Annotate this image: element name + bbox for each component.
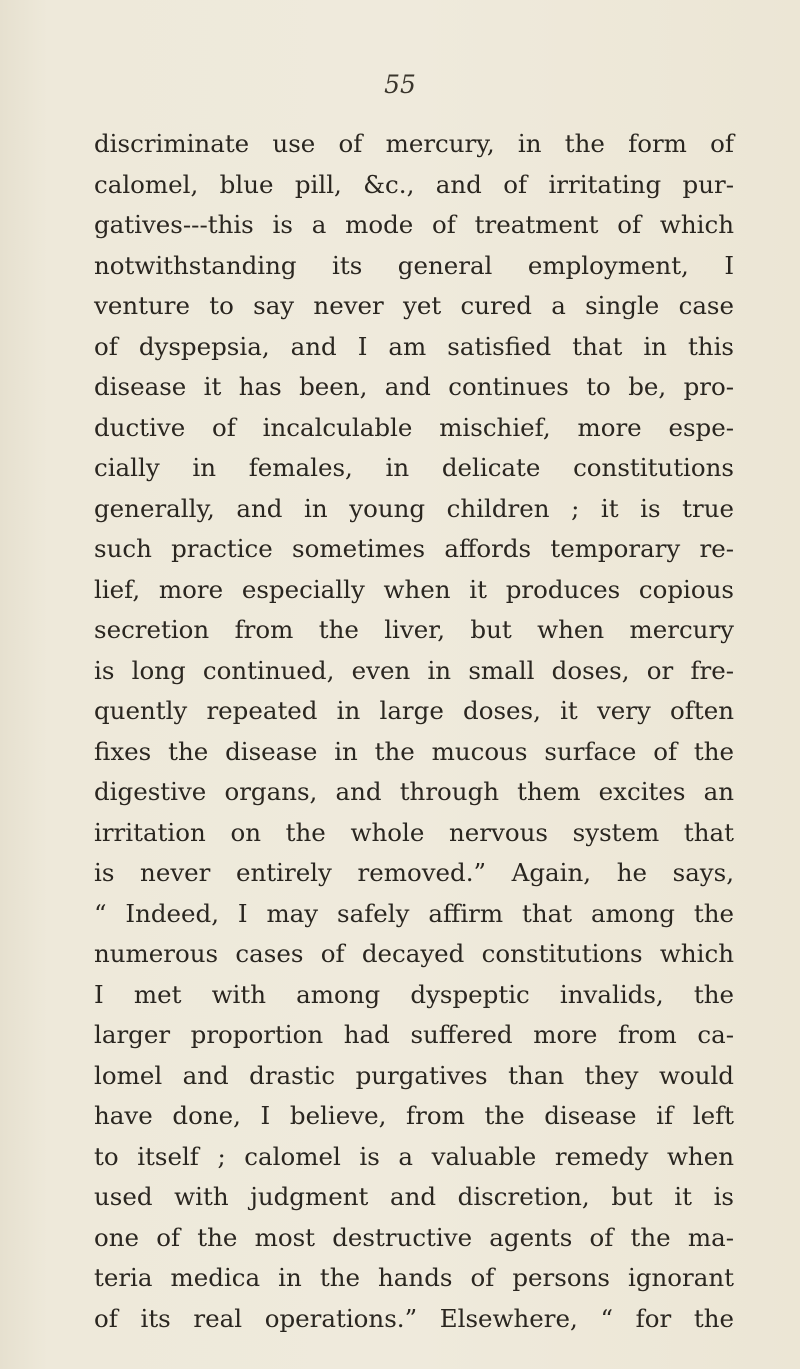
text-line: digestive organs, and through them excites an xyxy=(94,777,734,806)
text-line: fixes the disease in the mucous surface of the xyxy=(94,736,734,766)
text-line: lomel and drastic purgatives than they would xyxy=(94,1060,734,1090)
text-line: generally, and in young children ; it is true xyxy=(94,493,734,523)
text-line: venture to say never yet cured a single case xyxy=(94,291,734,320)
text-line: larger proportion had suffered more from ca- xyxy=(94,1020,734,1049)
text-line: teria medica in the hands of persons ignorant xyxy=(94,1263,734,1292)
text-line: I met with among dyspeptic invalids, the xyxy=(94,979,734,1009)
text-line: to itself ; calomel is a valuable remedy when xyxy=(94,1141,734,1171)
text-line: disease it has been, and continues to be, pro- xyxy=(94,372,734,401)
text-line: is never entirely removed.” Again, he says, xyxy=(94,858,734,887)
text-line: of dyspepsia, and I am satisfied that in this xyxy=(94,331,734,361)
text-line: one of the most destructive agents of the ma- xyxy=(94,1222,734,1252)
text-line: gatives---this is a mode of treatment of which xyxy=(94,210,734,239)
page-number: 55 xyxy=(384,70,416,99)
text-line: irritation on the whole nervous system that xyxy=(94,817,734,847)
text-line: cially in females, in delicate constitutions xyxy=(94,453,734,482)
text-line: numerous cases of decayed constitutions which xyxy=(94,939,734,968)
text-line: ductive of incalculable mischief, more espe- xyxy=(94,412,734,442)
text-line: quently repeated in large doses, it very often xyxy=(94,696,734,725)
text-line: used with judgment and discretion, but it is xyxy=(94,1182,734,1211)
text-line: notwithstanding its general employment, I xyxy=(94,250,734,280)
text-line: lief, more especially when it produces copious xyxy=(94,574,734,604)
text-line: calomel, blue pill, &c., and of irritating pur- xyxy=(94,169,734,199)
text-line: have done, I believe, from the disease if left xyxy=(94,1101,734,1130)
text-line: is long continued, even in small doses, or fre- xyxy=(94,655,734,685)
text-line: of its real operations.” Elsewhere, “ for the xyxy=(94,1303,734,1333)
text-line: discriminate use of mercury, in the form of xyxy=(94,129,734,158)
body-text xyxy=(94,124,734,1339)
text-line: such practice sometimes affords temporary re- xyxy=(94,534,734,563)
text-line: secretion from the liver, but when mercury xyxy=(94,615,734,644)
text-line: “ Indeed, I may safely affirm that among the xyxy=(94,898,734,928)
